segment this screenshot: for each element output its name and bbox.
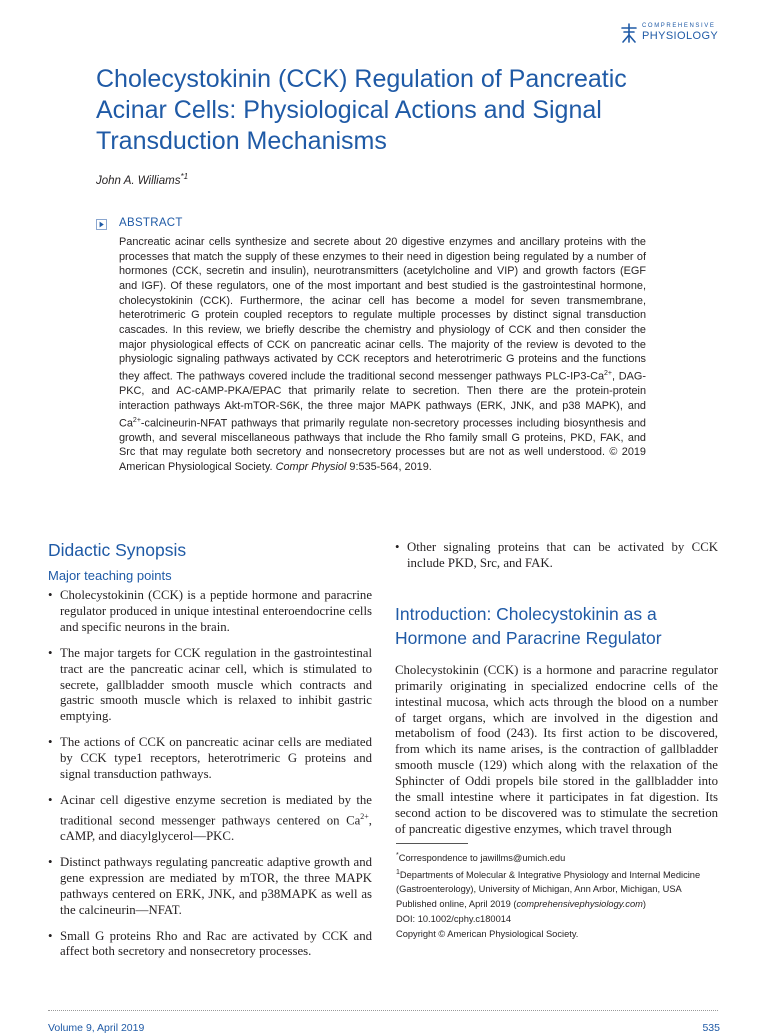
abstract-part-c: -calcineurin-NFAT pathways that primarily regulate non-secretory processes including biosynthesis and growth, and several miscellaneous pathways that include the Rho family small G proteins, PKD, FAK, and Src that may regulate both secretory and nonsecretory processes but are not as well understood. © 2019 American Physiological Society. bbox=[119, 417, 646, 474]
didactic-synopsis bbox=[48, 540, 372, 960]
synopsis-heading: Didactic Synopsis bbox=[48, 540, 187, 560]
journal-site-link: comprehensivephysiology.com bbox=[516, 899, 643, 910]
doi-note: DOI: 10.1002/cphy.c180014 bbox=[396, 914, 512, 925]
volume-info: Volume 9, April 2019 bbox=[48, 1022, 145, 1034]
footnote-rule bbox=[396, 843, 468, 844]
abstract-heading: ABSTRACT bbox=[119, 217, 183, 229]
author-name: John A. Williams bbox=[96, 174, 181, 187]
author-marks: *1 bbox=[180, 172, 189, 181]
page-number: 535 bbox=[702, 1022, 720, 1034]
abstract-sup-a: 2+ bbox=[604, 369, 612, 377]
abstract-sup-b: 2+ bbox=[132, 416, 141, 424]
teaching-points-list-continued bbox=[395, 540, 718, 572]
journal-logo-icon bbox=[620, 22, 638, 44]
affiliation-note: $^1$Departments of Molecular & Integrative Physiology and Internal Medicine (Gastroenterology), University of Michigan, Ann Arbor, Michigan, USA bbox=[396, 869, 701, 895]
abstract-citation: Compr Physiol bbox=[275, 461, 347, 474]
introduction-text: Cholecystokinin (CCK) is a hormone and paracrine regulator primarily originating in specialized endocrine cells of the intestinal mucosa, which acts through the blood on a number of target organs, which are involved in the digestion and metabolism of food (243). Its first action to be discovered, from which its name arises, is the contraction of gallbladder smooth muscle (129) which along with the relaxation of the Sphincter of Oddi propels bile stored in the gallbladder into the small intestine where it participates in fat digestion. Its second action to be discovered was to stimulate the secretion of pancreatic digestive enzymes, which travel through bbox=[395, 662, 718, 836]
footnotes bbox=[396, 849, 719, 941]
introduction-heading: Introduction: Cholecystokinin as a Hormone and Paracrine Regulator bbox=[395, 603, 662, 648]
teaching-points-list bbox=[48, 588, 372, 960]
journal-logo-line1: COMPREHENSIVE bbox=[642, 23, 716, 29]
footer-rule bbox=[48, 1010, 718, 1011]
list-item: • The actions of CCK on pancreatic acinar cells are mediated by CCK type1 receptors, heterotrimeric G proteins and signal transduction pathways. bbox=[48, 735, 372, 782]
list-item: • Small G proteins Rho and Rac are activated by CCK and affect both secretory and nonsecretory processes. bbox=[48, 928, 372, 959]
abstract-expand-icon bbox=[96, 219, 107, 230]
copyright-note: Copyright © American Physiological Society. bbox=[396, 929, 579, 940]
abstract-part-b: , DAG-PKC, and AC-cAMP-PKA/EPAC that primarily relate to secretion. Then there are the protein-protein interaction pathways Akt-mTOR-S6K, the three major MAPK pathways (ERK, JNK, and p38 MAPK), and Ca bbox=[119, 370, 646, 430]
list-item: • The major targets for CCK regulation in the gastrointestinal tract are the pancreatic acinar cell, which is stimulated to secrete, gallbladder smooth muscle which contracts and gastric smooth muscle which is relaxed to inhibit gastric emptying. bbox=[48, 645, 372, 724]
journal-logo bbox=[620, 22, 720, 44]
right-column bbox=[395, 540, 718, 838]
article-title: Cholecystokinin (CCK) Regulation of Pancreatic Acinar Cells: Physiological Actions and Signal Transduction Mechanisms bbox=[96, 65, 627, 155]
teaching-points-heading: Major teaching points bbox=[48, 568, 172, 583]
abstract-citation-tail: 9:535-564, 2019. bbox=[346, 461, 432, 474]
list-item: • Other signaling proteins that can be activated by CCK include PKD, Src, and FAK. bbox=[395, 540, 718, 570]
list-item: • Distinct pathways regulating pancreatic adaptive growth and gene expression are mediated by mTOR, the three MAPK pathways centered on ERK, JNK, and p38MAPK as well as the calcineurin—NFAT. bbox=[48, 854, 372, 917]
abstract-part-a: Pancreatic acinar cells synthesize and secrete about 20 digestive enzymes and ancillary proteins with the processes that match the supply of these enzymes to their need in digestion being regulated by a number of hormones (CCK, secretin and insulin), neurotransmitters (acetylcholine and VIP) and growth factors (EGF and IGF). Of these regulators, one of the most important and best studied is the gastrointestinal hormone, cholecystokinin (CCK). Furthermore, the acinar cell has become a model for seven transmembrane, heterotrimeric G protein coupled receptors to regulate multiple processes by distinct signal transduction cascades. In this review, we briefly describe the chemistry and physiology of CCK and then consider the major physiological effects of CCK on pancreatic acinar cells. The majority of the review is devoted to the physiologic signaling pathways activated by CCK receptors and heterotrimeric G proteins and the functions they affect. The pathways covered include the traditional second messenger pathways PLC-IP3-Ca bbox=[119, 236, 646, 383]
journal-logo-line2: PHYSIOLOGY bbox=[642, 30, 719, 42]
abstract-text bbox=[119, 235, 646, 475]
list-item: • Acinar cell digestive enzyme secretion is mediated by the traditional second messenger pathways centered on $Ca^{2+}$, cAMP, and diacylglycerol—PKC. bbox=[48, 792, 372, 844]
author-line bbox=[96, 172, 188, 187]
list-item: • Cholecystokinin (CCK) is a peptide hormone and paracrine regulator produced in unique intestinal enteroendocrine cells and specific neurons in the brain. bbox=[48, 588, 372, 634]
correspondence-note: *Correspondence to jawillms@umich.edu bbox=[396, 852, 566, 864]
published-note: Published online, April 2019 (comprehensivephysiology.com) bbox=[396, 899, 646, 910]
